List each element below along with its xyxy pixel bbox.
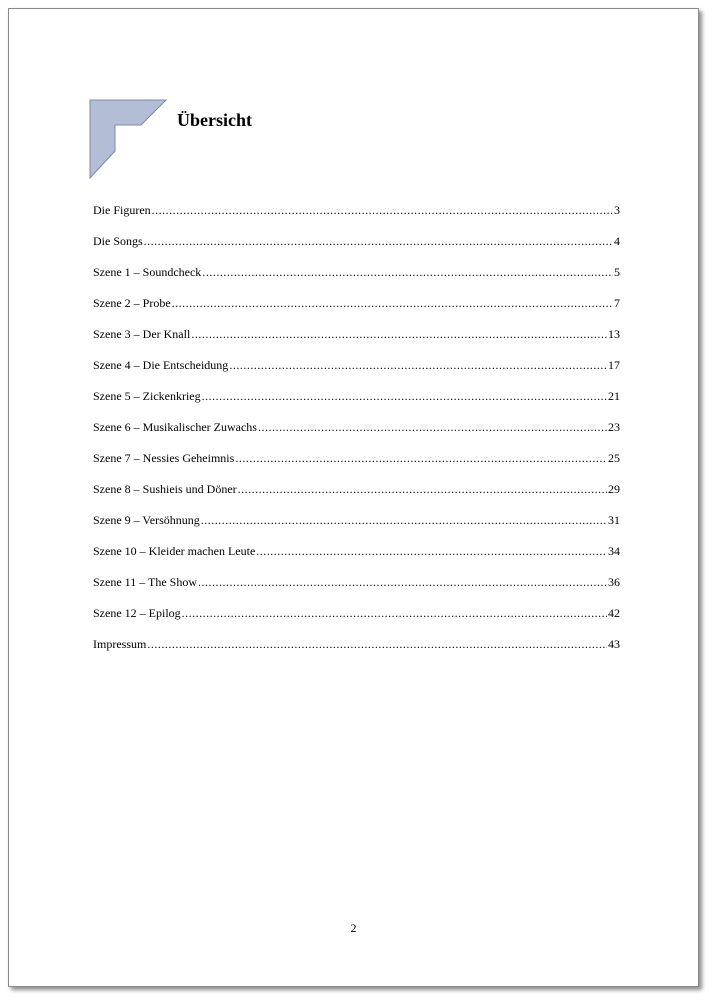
toc-dot-leader	[256, 544, 607, 559]
toc-entry-page-number: 36	[608, 575, 620, 589]
toc-dot-leader	[152, 203, 613, 218]
toc-dot-leader	[202, 265, 613, 280]
toc-dot-leader	[202, 389, 607, 404]
toc-entry-page-number: 17	[608, 358, 620, 372]
toc-entry-title: Impressum	[93, 637, 147, 651]
toc-entry[interactable]	[93, 234, 620, 265]
document-page	[8, 8, 699, 987]
toc-entry[interactable]	[93, 296, 620, 327]
toc-entry-page-number: 43	[608, 637, 620, 651]
toc-dot-leader	[144, 234, 613, 249]
page-number: 2	[350, 921, 357, 935]
toc-entry-page-number: 5	[614, 265, 620, 279]
toc-entry-title: Szene 12 – Epilog	[93, 606, 181, 620]
toc-entry[interactable]	[93, 513, 620, 544]
toc-dot-leader	[201, 513, 607, 528]
toc-dot-leader	[172, 296, 613, 311]
toc-entry-page-number: 3	[614, 203, 620, 217]
toc-entry-page-number: 34	[608, 544, 620, 558]
toc-entry[interactable]	[93, 389, 620, 420]
toc-entry[interactable]	[93, 575, 620, 606]
toc-dot-leader	[182, 606, 607, 621]
toc-entry-page-number: 7	[614, 296, 620, 310]
toc-entry-title: Szene 8 – Sushieis und Döner	[93, 482, 237, 496]
toc-entry-page-number: 25	[608, 451, 620, 465]
toc-entry-page-number: 13	[608, 327, 620, 341]
toc-dot-leader	[258, 420, 607, 435]
toc-entry[interactable]	[93, 451, 620, 482]
toc-entry-title: Szene 6 – Musikalischer Zuwachs	[93, 420, 257, 434]
toc-entry-title: Szene 3 – Der Knall	[93, 327, 191, 341]
toc-dot-leader	[235, 451, 607, 466]
toc-entry[interactable]	[93, 606, 620, 637]
toc-entry-page-number: 29	[608, 482, 620, 496]
toc-entry[interactable]	[93, 358, 620, 389]
corner-ornament-icon	[89, 99, 167, 179]
toc-entry[interactable]	[93, 482, 620, 513]
toc-entry-page-number: 23	[608, 420, 620, 434]
toc-entry[interactable]	[93, 544, 620, 575]
table-of-contents	[93, 203, 620, 668]
toc-entry-title: Szene 1 – Soundcheck	[93, 265, 202, 279]
toc-entry-title: Szene 2 – Probe	[93, 296, 171, 310]
toc-entry[interactable]	[93, 265, 620, 296]
toc-entry[interactable]	[93, 203, 620, 234]
toc-entry-title: Szene 11 – The Show	[93, 575, 197, 589]
toc-dot-leader	[147, 637, 607, 652]
toc-dot-leader	[238, 482, 607, 497]
toc-entry-title: Szene 5 – Zickenkrieg	[93, 389, 201, 403]
toc-entry-page-number: 31	[608, 513, 620, 527]
toc-entry-title: Die Songs	[93, 234, 143, 248]
toc-entry-page-number: 4	[614, 234, 620, 248]
toc-entry[interactable]	[93, 637, 620, 668]
toc-entry[interactable]	[93, 420, 620, 451]
toc-entry-page-number: 21	[608, 389, 620, 403]
toc-dot-leader	[229, 358, 607, 373]
toc-dot-leader	[191, 327, 607, 342]
toc-entry-title: Szene 7 – Nessies Geheimnis	[93, 451, 235, 465]
toc-entry[interactable]	[93, 327, 620, 358]
toc-entry-title: Die Figuren	[93, 203, 151, 217]
toc-dot-leader	[198, 575, 607, 590]
toc-entry-title: Szene 9 – Versöhnung	[93, 513, 200, 527]
toc-entry-title: Szene 10 – Kleider machen Leute	[93, 544, 256, 558]
toc-entry-page-number: 42	[608, 606, 620, 620]
page-title: Übersicht	[177, 110, 252, 130]
toc-entry-title: Szene 4 – Die Entscheidung	[93, 358, 229, 372]
